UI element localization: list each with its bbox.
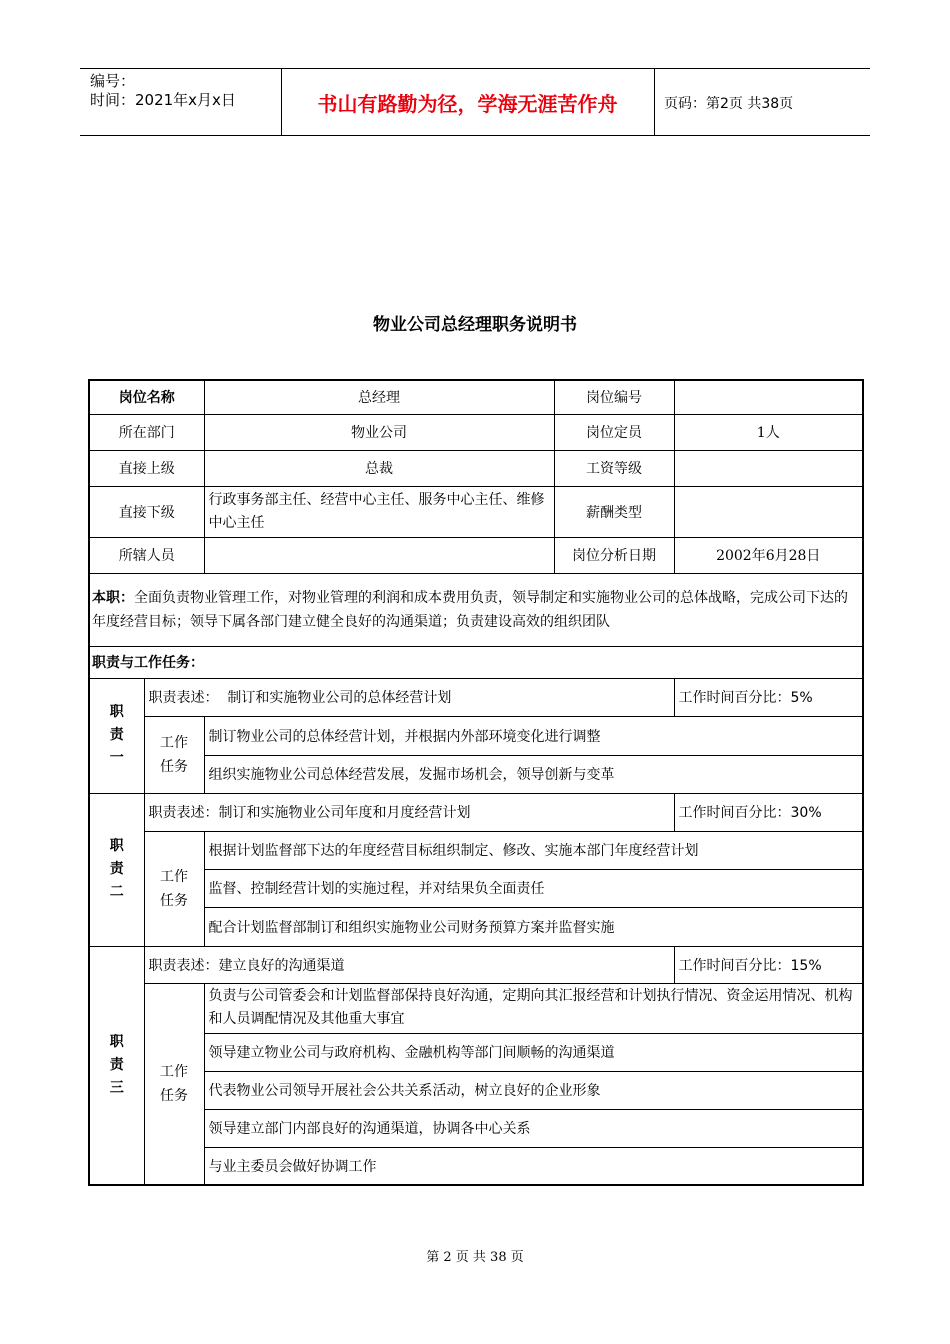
work-tasks-label-text: 工作任务	[160, 868, 188, 909]
description-label: 职责表述：	[148, 957, 219, 974]
work-tasks-label	[144, 716, 204, 793]
responsibility-desc-row	[89, 946, 863, 983]
task-row	[89, 869, 863, 907]
task-row	[89, 1033, 863, 1071]
work-tasks-label-text: 工作任务	[160, 734, 188, 775]
time-percent: 工作时间百分比：30%	[674, 793, 863, 831]
task-row	[89, 1071, 863, 1109]
doc-time: 时间：2021年x月x日	[90, 91, 236, 109]
task-row	[89, 1109, 863, 1147]
header-divider	[654, 68, 655, 135]
responsibility-desc-row	[89, 678, 863, 716]
task-row	[89, 1147, 863, 1185]
analysis-date-value: 2002年6月28日	[674, 537, 863, 573]
header-motto: 书山有路勤为径，学海无涯苦作舟	[317, 92, 618, 116]
work-tasks-label	[144, 831, 204, 946]
task-row	[89, 716, 863, 755]
responsibility-description	[144, 678, 674, 716]
task-item: 代表物业公司领导开展社会公共关系活动，树立良好的企业形象	[204, 1071, 863, 1109]
responsibility-label	[89, 946, 144, 1185]
responsibility-description	[144, 793, 674, 831]
position-name-label: 岗位名称	[89, 380, 204, 414]
task-row	[89, 983, 863, 1033]
header-top-rule	[80, 68, 870, 69]
header-page-info: 页码：第2页 共38页	[664, 96, 794, 112]
task-item: 监督、控制经营计划的实施过程，并对结果负全面责任	[204, 869, 863, 907]
time-percent: 工作时间百分比：15%	[674, 946, 863, 983]
task-item: 配合计划监督部制订和组织实施物业公司财务预算方案并监督实施	[204, 907, 863, 946]
duty-summary	[89, 573, 863, 646]
position-no-value	[674, 380, 863, 414]
headcount-value: 1人	[674, 414, 863, 450]
department-value: 物业公司	[204, 414, 554, 450]
info-row	[89, 414, 863, 450]
responsibilities-header-row	[89, 646, 863, 678]
responsibility-label-text: 职责三	[109, 1033, 124, 1096]
duty-summary-text: 全面负责物业管理工作，对物业管理的利润和成本费用负责，领导制定和实施物业公司的总体战略，完成公司下达的年度经营目标；领导下属各部门建立健全良好的沟通渠道；负责建设高效的组织团队	[92, 589, 848, 630]
job-description-table	[88, 379, 864, 1186]
department-label: 所在部门	[89, 414, 204, 450]
description-text: 建立良好的沟通渠道	[218, 957, 345, 974]
analysis-date-label: 岗位分析日期	[554, 537, 674, 573]
work-tasks-label	[144, 983, 204, 1185]
staff-value	[204, 537, 554, 573]
superior-value: 总裁	[204, 450, 554, 486]
duty-summary-row	[89, 573, 863, 646]
info-row	[89, 486, 863, 537]
responsibility-label	[89, 678, 144, 793]
task-item: 组织实施物业公司总体经营发展，发掘市场机会，领导创新与变革	[204, 755, 863, 793]
info-row	[89, 537, 863, 573]
salary-grade-value	[674, 450, 863, 486]
page-footer: 第 2 页 共 38 页	[426, 1250, 524, 1265]
responsibility-description	[144, 946, 674, 983]
pay-type-label: 薪酬类型	[554, 486, 674, 537]
staff-label: 所辖人员	[89, 537, 204, 573]
task-item: 根据计划监督部下达的年度经营目标组织制定、修改、实施本部门年度经营计划	[204, 831, 863, 869]
subordinates-value: 行政事务部主任、经营中心主任、服务中心主任、维修中心主任	[204, 486, 554, 537]
task-item: 负责与公司管委会和计划监督部保持良好沟通，定期向其汇报经营和计划执行情况、资金运用情况、机构和人员调配情况及其他重大事宜	[204, 983, 863, 1033]
description-text: 制订和实施物业公司年度和月度经营计划	[218, 805, 471, 821]
task-item: 制订物业公司的总体经营计划，并根据内外部环境变化进行调整	[204, 716, 863, 755]
superior-label: 直接上级	[89, 450, 204, 486]
description-label: 职责表述：	[148, 690, 219, 706]
salary-grade-label: 工资等级	[554, 450, 674, 486]
headcount-label: 岗位定员	[554, 414, 674, 450]
time-percent: 工作时间百分比：5%	[674, 678, 863, 716]
responsibility-label	[89, 793, 144, 946]
task-row	[89, 907, 863, 946]
description-label: 职责表述：	[148, 805, 219, 821]
work-tasks-label-text: 工作任务	[160, 1063, 188, 1104]
task-item: 领导建立物业公司与政府机构、金融机构等部门间顺畅的沟通渠道	[204, 1033, 863, 1071]
info-row	[89, 380, 863, 414]
header-meta	[90, 72, 236, 110]
responsibility-desc-row	[89, 793, 863, 831]
document-title: 物业公司总经理职务说明书	[373, 315, 577, 335]
info-row	[89, 450, 863, 486]
position-no-label: 岗位编号	[554, 380, 674, 414]
task-row	[89, 755, 863, 793]
duty-summary-label: 本职：	[92, 589, 134, 606]
description-text: 制订和实施物业公司的总体经营计划	[227, 690, 452, 706]
position-name-value: 总经理	[204, 380, 554, 414]
task-item: 与业主委员会做好协调工作	[204, 1147, 863, 1185]
responsibility-label-text: 职责二	[109, 838, 124, 900]
subordinates-label: 直接下级	[89, 486, 204, 537]
header-bottom-rule	[80, 135, 870, 136]
doc-number-label: 编号：	[90, 72, 136, 90]
responsibility-label-text: 职责一	[109, 704, 124, 766]
task-item: 领导建立部门内部良好的沟通渠道，协调各中心关系	[204, 1109, 863, 1147]
task-row	[89, 831, 863, 869]
responsibilities-header: 职责与工作任务：	[89, 646, 863, 678]
pay-type-value	[674, 486, 863, 537]
